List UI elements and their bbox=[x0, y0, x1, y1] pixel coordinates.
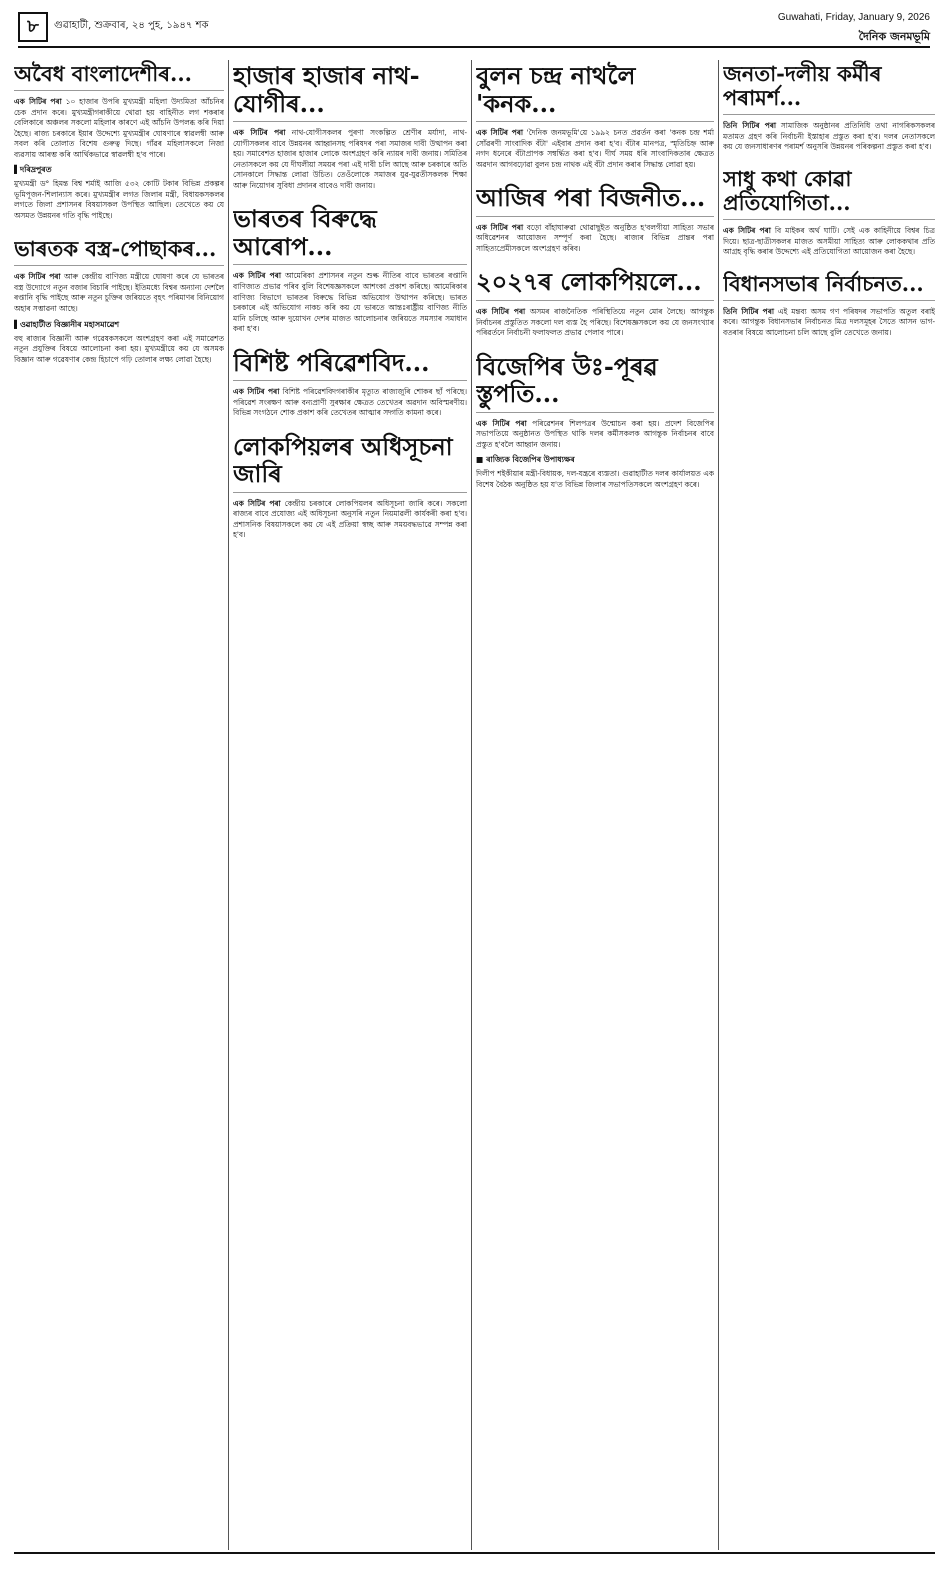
article bbox=[233, 349, 467, 419]
article-text: কেন্দ্ৰীয় চৰকাৰে লোকপিয়লৰ অধিসূচনা জাৰি কৰে। সকলো ৰাজ্যৰ বাবে প্ৰযোজ্য এই অধিসূচনা অনুসৰি নতুন নিয়মাৱলী কাৰ্যকৰী কৰা হ'ব। প্ৰশাসনিক বিষয়াসকলে কয় যে এই প্ৰক্ৰিয়া স্বচ্ছ আৰু সময়বদ্ধভাৱে সম্পন্ন কৰা হ'ব। bbox=[233, 498, 467, 540]
footer-rule bbox=[14, 1552, 935, 1554]
article-headline: লোকপিয়লৰ অধিসূচনা জাৰি bbox=[233, 433, 467, 493]
article bbox=[476, 268, 714, 338]
subhead-text: বহু ৰাজ্যৰ বিজ্ঞানী আৰু গৱেষকসকলে অংশগ্ৰহণ কৰা এই সমাৱেশত নতুন প্ৰযুক্তিৰ বিষয়ে আলোচনা কৰা হয়। মুখ্যমন্ত্ৰীয়ে কয় যে অসমক বিজ্ঞান আৰু গৱেষণাৰ কেন্দ্ৰ হিচাপে গঢ়ি তোলাৰ লক্ষ্য লোৱা হৈছে। bbox=[14, 333, 224, 364]
column-3 bbox=[476, 60, 714, 1550]
article-text: ১০ হাজাৰ উপৰি মুখ্যমন্ত্ৰী মহিলা উদ্যমিতা আঁচনিৰ চেক প্ৰদান কৰে। মুখ্যমন্ত্ৰীগৰাকীয়ে থোৱা হয় বাহিনীত লগ শকৰাৰ বেলিকাৰে অঞ্চলৰ সকলো মহিলাৰ কাৰণে এই আঁচনি উপলব্ধ কৰি দিয়া হৈছে। ৰাজ্য চৰকাৰে ইয়াৰ উদ্দেশ্যে মুখ্যমন্ত্ৰীৰ ঘোষণাৰে স্বাৱলম্বী আৰু সবল কৰি তোলাত বিশেষ গুৰুত্ব দিছে। গাঁৱৰ মহিলাসকলে নিজা ব্যৱসায় আৰম্ভ কৰি আৰ্থিকভাৱে স্বাৱলম্বী হ'ব পাৰে। bbox=[14, 97, 224, 159]
article-body bbox=[476, 223, 714, 255]
column-4 bbox=[723, 60, 935, 1550]
column-1 bbox=[14, 60, 224, 1550]
article bbox=[476, 184, 714, 254]
page-number: ৮ bbox=[18, 12, 48, 42]
article-headline: বিশিষ্ট পৰিৱেশবিদ... bbox=[233, 349, 467, 382]
article-dateline: এক সিটিৰ পৰা bbox=[476, 418, 527, 428]
article-text: সামাজিক অনুষ্ঠানৰ প্ৰতিনিধি তথা নাগৰিকসকলৰ মতামত গ্ৰহণ কৰি নিৰ্বাচনী ইস্তাহাৰ প্ৰস্তুত কৰা হ'ব। দলৰ নেতাসকলে কয় যে জনসাধাৰণৰ পৰামৰ্শ অনুসৰি উন্নয়নৰ পৰিকল্পনা প্ৰস্তুত কৰা হ'ব। bbox=[723, 121, 935, 152]
article-text: আমেৰিকা প্ৰশাসনৰ নতুন শুল্ক নীতিৰ বাবে ভাৰতৰ ৰপ্তানি বাণিজ্যত প্ৰভাৱ পৰিব বুলি বিশেষজ্ঞসকলে আশংকা প্ৰকাশ কৰিছে। আমেৰিকাৰ বাণিজ্য বিভাগে ভাৰতৰ বিৰুদ্ধে বিভিন্ন অভিযোগ উত্থাপন কৰিছে। ভাৰত চৰকাৰে এই অভিযোগ নাকচ কৰি কয় যে ভাৰতে আন্তঃৰাষ্ট্ৰীয় বাণিজ্য নীতি মানি চলিছে আৰু দুয়োখন দেশৰ মাজত আলোচনাৰ জৰিয়তে সমস্যাৰ সমাধান কৰা হ'ব। bbox=[233, 271, 467, 334]
article-text: আৰু কেন্দ্ৰীয় বাণিজ্য মন্ত্ৰীয়ে ঘোষণা কৰে যে ভাৰতৰ বস্ত্ৰ উদ্যোগে নতুন বজাৰ বিচাৰি পাইছে। ইতিমধ্যে বিশ্বৰ অন্যান্য দেশলৈ ৰপ্তানি বৃদ্ধি পাইছে আৰু নতুন চুক্তিৰ জৰিয়তে বৃহৎ পৰিমাণৰ বিনিয়োগ অহাৰ সম্ভাৱনা আছে। bbox=[14, 272, 224, 313]
article-headline: ২০২৭ৰ লোকপিয়লে... bbox=[476, 268, 714, 301]
article-headline: আজিৰ পৰা বিজনীত... bbox=[476, 184, 714, 217]
article-body bbox=[476, 307, 714, 339]
article bbox=[14, 62, 224, 221]
subhead-text: মুখ্যমন্ত্ৰী ড° হিমন্ত বিশ্ব শৰ্মাই আজি ৫৩২ কোটি টকাৰ বিভিন্ন প্ৰকল্পৰ ভূমিপূজন-শিলান্যাস কৰে। মুখ্যমন্ত্ৰীৰ লগত জিলাৰ মন্ত্ৰী, বিধায়কসকলৰ লগতে জিলা প্ৰশাসনৰ বিষয়াসকল উপস্থিত আছিল। তেখেতে কয় যে অসমত উন্নয়নৰ গতি বৃদ্ধি পাইছে। bbox=[14, 179, 224, 220]
article-dateline: এক সিটিৰ পৰা bbox=[14, 272, 61, 282]
article-headline: বুলন চন্দ্ৰ নাথলৈ 'কনক... bbox=[476, 62, 714, 122]
column-divider bbox=[228, 60, 229, 1550]
article-dateline: এক সিটিৰ পৰা bbox=[233, 387, 280, 397]
article-text: 'দৈনিক জনমভূমি'য়ে ১৯৯২ চনত প্ৰৱৰ্তন কৰা 'কনক চন্দ্ৰ শৰ্মা সোঁৱৰণী সাংবাদিক বঁটা' এইবাৰ প্ৰদান কৰা হ'ব। বঁটাৰ মানপত্ৰ, স্মৃতিচিহ্ন আৰু নগদ ধনেৰে বঁটাপ্ৰাপক সম্বৰ্দ্ধিত কৰা হ'ব। দীৰ্ঘ সময় ধৰি সাংবাদিকতাৰ ক্ষেত্ৰত অৱদান আগবঢ়োৱা বুলন চন্দ্ৰ নাথক এই বঁটা প্ৰদান কৰাৰ সিদ্ধান্ত লোৱা হয়। bbox=[476, 128, 714, 169]
article-dateline: এক সিটিৰ পৰা bbox=[233, 271, 281, 281]
article bbox=[476, 62, 714, 170]
article-headline: জনতা-দলীয় কৰ্মীৰ পৰামৰ্শ... bbox=[723, 62, 935, 115]
article bbox=[723, 167, 935, 258]
article bbox=[14, 237, 224, 365]
article-headline: বিধানসভাৰ নিৰ্বাচনত... bbox=[723, 272, 935, 301]
article-headline: সাধু কথা কোৱা প্ৰতিযোগিতা... bbox=[723, 167, 935, 220]
article-dateline: এক সিটিৰ পৰা bbox=[476, 306, 526, 316]
article-dateline: এক সিটিৰ পৰা bbox=[476, 222, 524, 232]
article-body bbox=[233, 128, 467, 191]
header-paper-name: দৈনিক জনমভূমি bbox=[858, 30, 930, 43]
page-header bbox=[18, 12, 930, 52]
subhead: ▌দৰিদ্ৰপুৰত bbox=[14, 165, 52, 175]
article-text: বড়ো বাঁহাঘাৰুৱা থোৱাছুইত অনুষ্ঠিত হ'বলগীয়া সাহিত্য সভাৰ অধিৱেশনৰ আয়োজন সম্পূৰ্ণ কৰা হৈছে। ৰাজ্যৰ বিভিন্ন প্ৰান্তৰ পৰা সাহিত্যপ্ৰেমীসকলে অংশগ্ৰহণ কৰিব। bbox=[476, 222, 714, 253]
article bbox=[723, 62, 935, 153]
article-body bbox=[476, 419, 714, 451]
header-date-english: Guwahati, Friday, January 9, 2026 bbox=[777, 12, 930, 23]
header-rule bbox=[18, 46, 930, 48]
article-headline: অবৈধ বাংলাদেশীৰ... bbox=[14, 62, 224, 91]
article bbox=[233, 62, 467, 191]
article-dateline: এক সিটিৰ পৰা bbox=[233, 128, 286, 138]
article-body bbox=[14, 97, 224, 160]
article-body bbox=[14, 272, 224, 314]
column-divider bbox=[471, 60, 472, 1550]
article-dateline: তিনি সিটিৰ পৰা bbox=[723, 306, 775, 316]
article-headline: ভাৰতৰ বিৰুদ্ধে আৰোপ... bbox=[233, 205, 467, 265]
article-text: বি মাইকৰ অৰ্থ ঘাটি। সেই এক কাহিনীয়ে বিশ্বৰ চিত্ৰ দিয়ে। ছাত্ৰ-ছাত্ৰীসকলৰ মাজত অসমীয়া সাহিত্য আৰু লোককথাৰ প্ৰতি আগ্ৰহ বৃদ্ধি কৰাৰ উদ্দেশ্যে এই প্ৰতিযোগিতা আয়োজন কৰা হৈছে। bbox=[723, 226, 935, 257]
article-body bbox=[723, 226, 935, 258]
article bbox=[723, 272, 935, 339]
article-body bbox=[233, 271, 467, 334]
article-text: পৰিৱেশনৰ শিলপত্ৰৰ উন্মোচন কৰা হয়। প্ৰদেশ বিজেপিৰ সভাপতিয়ে অনুষ্ঠানত উপস্থিত থাকি দলৰ কৰ্মীসকলক আগন্তুক নিৰ্বাচনৰ বাবে প্ৰস্তুত হ'বলৈ আহ্বান জনায়। bbox=[476, 418, 714, 449]
article-headline: হাজাৰ হাজাৰ নাথ-যোগীৰ... bbox=[233, 62, 467, 122]
article bbox=[233, 433, 467, 541]
article-body bbox=[723, 121, 935, 153]
article-body bbox=[476, 128, 714, 170]
article bbox=[476, 353, 714, 491]
article-headline: বিজেপিৰ উঃ-পূৰৱ স্তুপতি... bbox=[476, 353, 714, 413]
column-2 bbox=[233, 60, 467, 1550]
article-body bbox=[233, 499, 467, 541]
subhead: ■ ৰাজ্যিক বিজেপিৰ উপাধ্যক্ষৰ bbox=[476, 455, 575, 465]
header-date-assamese: গুৱাহাটী, শুক্ৰবাৰ, ২৪ পুহ, ১৯৪৭ শক bbox=[54, 20, 209, 31]
article-text: অসমৰ ৰাজনৈতিক পৰিস্থিতিয়ে নতুন মোৰ লৈছে। আগন্তুক নিৰ্বাচনৰ প্ৰস্তুতিত সকলো দল ব্যস্ত হৈ পৰিছে। বিশেষজ্ঞসকলে কয় যে জনসংখ্যাৰ পৰিৱৰ্তনে নিৰ্বাচনী ফলাফলত প্ৰভাৱ পেলাব পাৰে। bbox=[476, 306, 714, 338]
article-body bbox=[723, 307, 935, 339]
article-text: বিশিষ্ট পৰিৱেশবিদগৰাকীৰ মৃত্যুত ৰাজ্যজুৰি শোকৰ ছাঁ পৰিছে। পৰিৱেশ সংৰক্ষণ আৰু বন্যপ্ৰাণী সুৰক্ষাৰ ক্ষেত্ৰত তেখেতৰ অৱদান অবিস্মৰণীয়। বিভিন্ন সংগঠনে শোক প্ৰকাশ কৰি তেখেতৰ আত্মাৰ সদ্গতি কামনা কৰে। bbox=[233, 387, 467, 418]
article-headline: ভাৰতক বস্ত্ৰ-পোছাকৰ... bbox=[14, 237, 224, 266]
article-body bbox=[233, 387, 467, 419]
column-divider bbox=[718, 60, 719, 1550]
article-dateline: তিনি সিটিৰ পৰা bbox=[723, 121, 777, 131]
article-dateline: এক সিটিৰ পৰা bbox=[233, 498, 281, 508]
article-dateline: এক সিটিৰ পৰা bbox=[14, 97, 62, 107]
article-text: এই মন্তব্য অসম গণ পৰিষদৰ সভাপতি অতুল বৰাই কৰে। আগন্তুক বিধানসভাৰ নিৰ্বাচনত মিত্ৰ দলসমূহৰ সৈতে আসন ভাগ-বতৰাৰ বিষয়ে আলোচনা চলি আছে বুলি তেখেতে জনায়। bbox=[723, 306, 935, 337]
article bbox=[233, 205, 467, 334]
article-text: নাথ-যোগীসকলৰ পুৰণা সংকল্পিত শ্ৰেণীৰ মৰ্যাদা, নাথ-যোগীসকলৰ বাবে উন্নয়নৰ আহ্বানসহ পৰিষদৰ পৰা সমাজৰ দাবী উত্থাপন কৰা হয়। সমাবেশত হাজাৰ হাজাৰ লোকে অংশগ্ৰহণ কৰি ন্যায়ৰ দাবী জনায়। সমিতিৰ নেতাসকলে কয় যে দীঘলীয়া সময়ৰ পৰা এই দাবী চলি আছে আৰু চৰকাৰে অতি সোনকালে সিদ্ধান্ত লোৱা উচিত। তেওঁলোকে সমাজৰ যুৱ-যুৱতীসকলক শিক্ষা আৰু নিয়োগৰ সুবিধা প্ৰদানৰ বাবেও দাবী জনায়। bbox=[233, 128, 467, 190]
subhead: ▌ওৱাহাটীত বিজ্ঞানীৰ মহাসমাৱেশ bbox=[14, 319, 119, 329]
article-dateline: এক সিটিৰ পৰা bbox=[723, 226, 771, 236]
article-dateline: এক সিটিৰ পৰা bbox=[476, 128, 524, 138]
subhead-text: দিলীপ শইকীয়াৰ মন্ত্ৰী-বিধায়ক, দল-যন্ত্ৰৰে ব্যস্ততা। গুৱাহাটীত দলৰ কাৰ্যালয়ত এক বিশেষ বৈঠক অনুষ্ঠিত হয় য'ত বিভিন্ন জিলাৰ সভাপতিসকলে অংশগ্ৰহণ কৰে। bbox=[476, 469, 714, 489]
